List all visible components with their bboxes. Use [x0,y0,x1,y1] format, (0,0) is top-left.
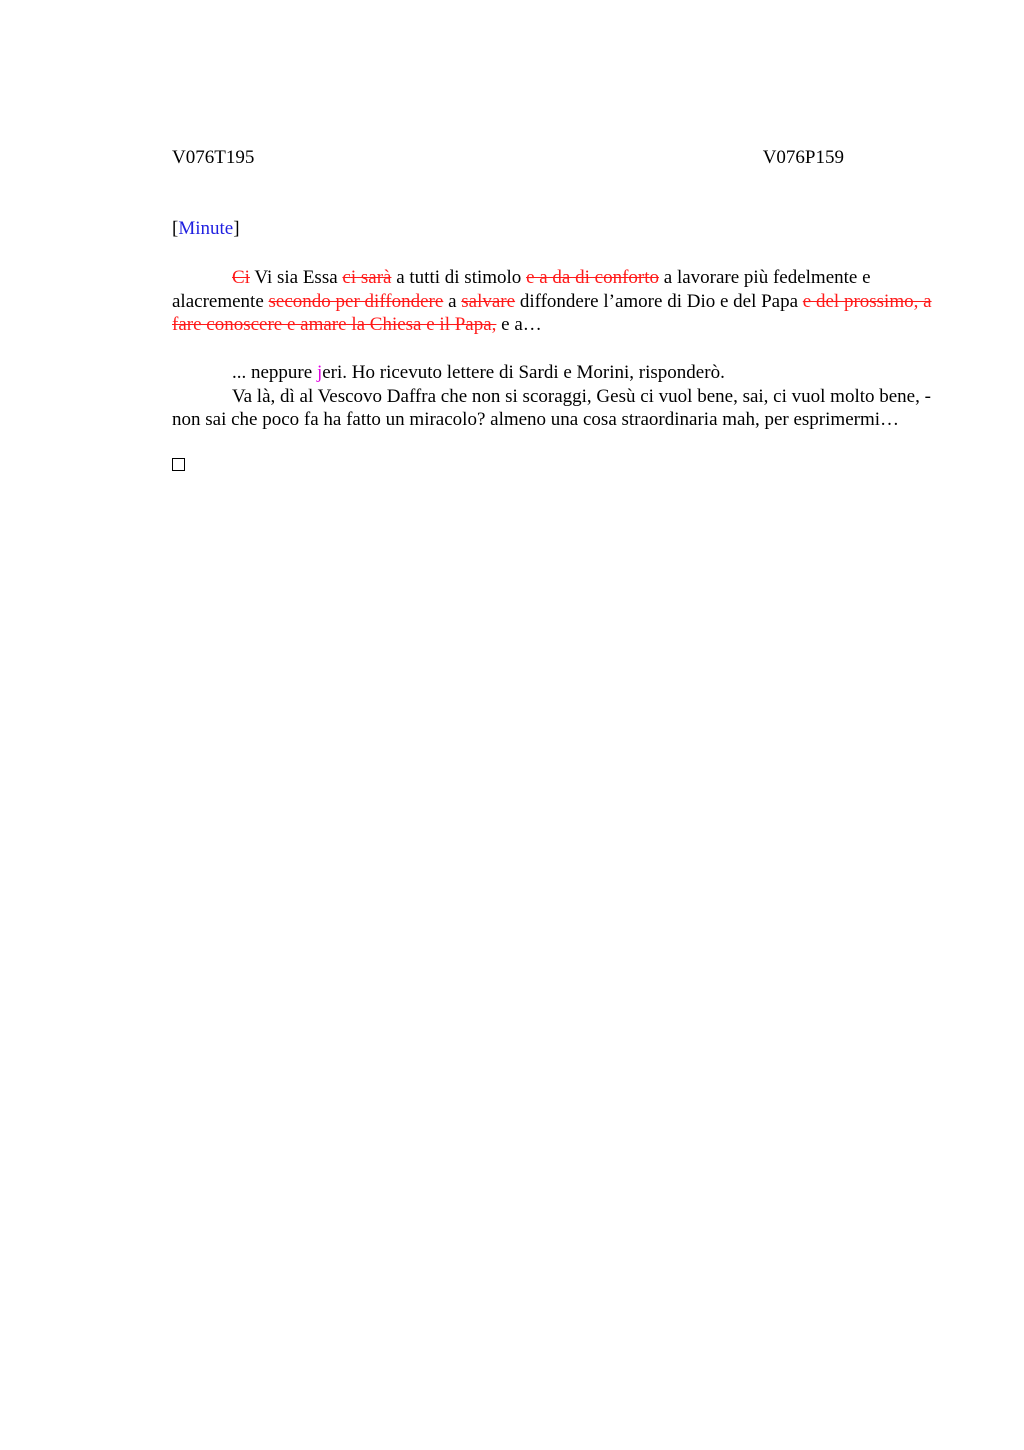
document-page [172,0,932,1450]
deleted-text: secondo per diffondere [268,290,444,312]
deleted-text: salvare [461,290,516,312]
body-text-span: Vi sia Essa [249,267,343,288]
document-code-right: V076P159 [762,147,844,168]
paragraph-3 [172,385,932,432]
body-text-span: e a… [496,314,542,335]
deleted-text: Ci [232,267,250,288]
paragraph-group-2 [172,361,932,432]
page-header [172,147,844,171]
deleted-text: ci sarà [342,267,392,288]
body-text-span: a tutti di stimolo [391,267,527,288]
section-label [172,218,240,240]
deleted-text: e del prossimo, a fare conoscere e amare la Chiesa e il Papa, [172,290,932,335]
body-text-span: eri. Ho ricevuto lettere di Sardi e Morini, risponderò. [322,362,725,383]
deleted-text: e a da di conforto [526,267,660,288]
section-label-text: Minute [178,218,234,239]
body-text-span: ... neppure [232,362,317,383]
bracket-open: [ [172,218,179,239]
body-text-span: a lavorare più fedelmente e alacremente [172,267,871,312]
paragraph-2 [172,361,932,385]
document-code-left: V076T195 [172,147,255,168]
inserted-text: j [316,362,323,383]
body-text-span: Va là, dì al Vescovo Daffra che non si scoraggi, Gesù ci vuol bene, sai, ci vuol molto bene, - non sai che poco fa ha fatto un miracolo? almeno una cosa straordinaria mah, per esprimermi… [172,385,931,430]
empty-square-icon [172,458,185,471]
bracket-close: ] [233,218,240,239]
body-text-span: a [443,290,462,312]
body-text-span: diffondere l’amore di Dio e del Papa [515,290,803,312]
paragraph-1 [172,266,932,337]
